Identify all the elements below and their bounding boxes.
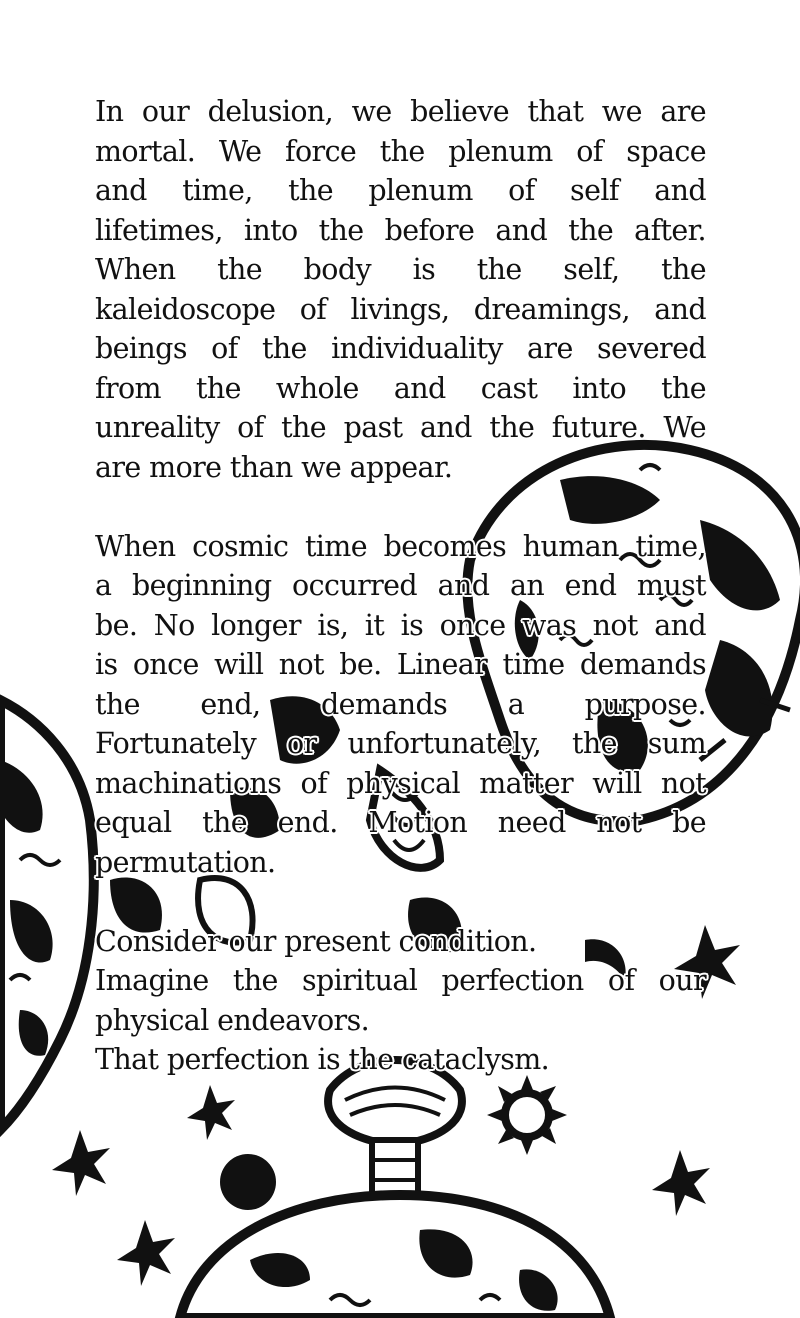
paragraph-3 (95, 922, 706, 1080)
document-text (95, 92, 706, 1080)
text-line: kaleidoscope of livings, dreamings, and (95, 292, 706, 326)
text-line: beings of the individuality are severed (95, 332, 706, 365)
text-line: That perfection is the cataclysm. (95, 1043, 550, 1076)
text-line: mortal. We force the plenum of space (95, 134, 706, 168)
paragraph-1 (95, 92, 706, 487)
star-icon (52, 1130, 110, 1196)
text-line: Consider our present condition. (95, 924, 537, 958)
text-line: machinations of physical matter will not (95, 766, 706, 800)
text-line: Imagine the spiritual perfection of our (95, 964, 706, 997)
planet-left-illustration (0, 700, 94, 1130)
text-line: from the whole and cast into the (95, 371, 706, 405)
moon-dot-icon (220, 1154, 276, 1210)
text-line: a beginning occurred and an end must (95, 569, 706, 602)
text-line: lifetimes, into the before and the after. (95, 213, 706, 247)
text-line: the end, demands a purpose. (95, 687, 706, 721)
text-line: In our delusion, we believe that we are (95, 95, 706, 128)
star-icon (652, 1150, 710, 1216)
planet-bottom-illustration (180, 1195, 610, 1318)
star-icon (117, 1220, 175, 1286)
paragraph-2 (95, 527, 706, 883)
text-line: permutation. (95, 845, 276, 879)
text-line: When the body is the self, the (95, 253, 706, 286)
text-line: are more than we appear. (95, 450, 453, 484)
text-line: When cosmic time becomes human time, (95, 529, 706, 563)
text-line: unreality of the past and the future. We (95, 411, 706, 444)
text-line: equal the end. Motion need not be (95, 806, 706, 839)
star-icon (187, 1085, 235, 1140)
text-line: and time, the plenum of self and (95, 174, 706, 207)
text-line: Fortunately or unfortunately, the sum (95, 727, 706, 760)
text-line: be. No longer is, it is once was not and (95, 608, 706, 642)
text-line: is once will not be. Linear time demands (95, 648, 706, 681)
sun-icon (505, 1093, 549, 1137)
text-line: physical endeavors. (95, 1003, 370, 1037)
